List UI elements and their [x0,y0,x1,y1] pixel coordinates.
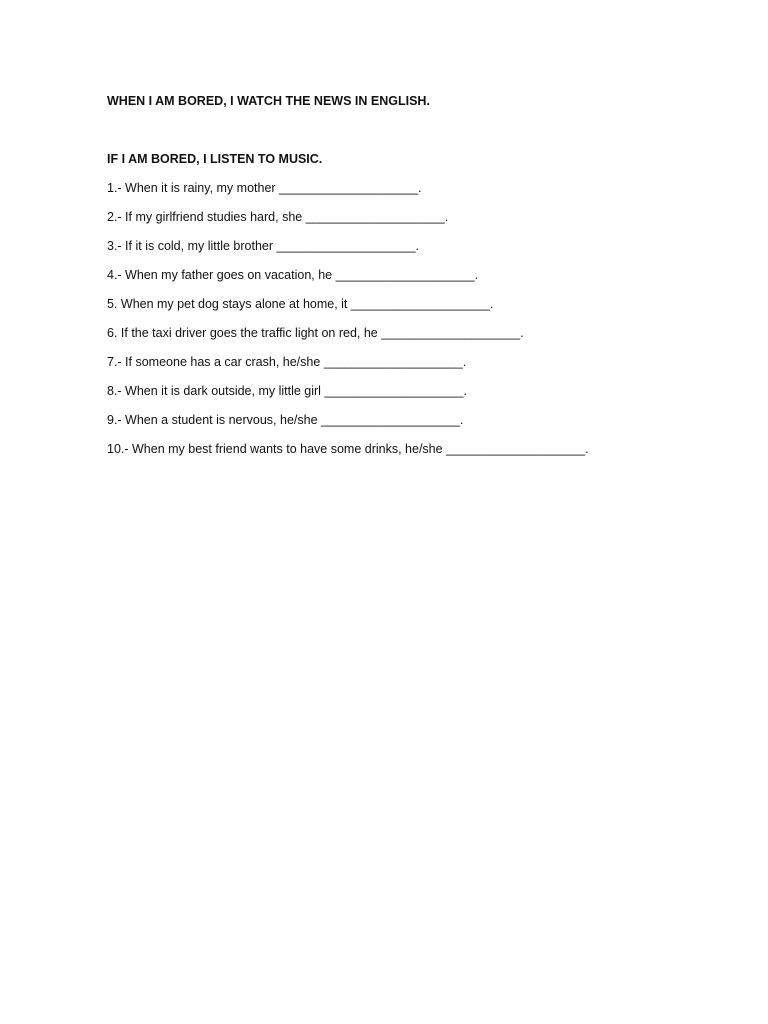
exercise-item-7: 7.- If someone has a car crash, he/she ____________________. [107,355,467,369]
exercise-item-2: 2.- If my girlfriend studies hard, she ____________________. [107,210,449,224]
exercise-item-6: 6. If the taxi driver goes the traffic light on red, he ____________________. [107,326,524,340]
exercise-item-1: 1.- When it is rainy, my mother ____________________. [107,181,422,195]
exercise-item-5: 5. When my pet dog stays alone at home, it ____________________. [107,297,494,311]
worksheet-content [107,92,727,469]
exercise-item-3: 3.- If it is cold, my little brother ____________________. [107,239,420,253]
exercise-item-8: 8.- When it is dark outside, my little girl ____________________. [107,384,467,398]
exercise-item-4: 4.- When my father goes on vacation, he ____________________. [107,268,479,282]
example-sentence-1: WHEN I AM BORED, I WATCH THE NEWS IN ENGLISH. [107,94,430,108]
exercise-list [107,179,727,458]
example-sentence-2: IF I AM BORED, I LISTEN TO MUSIC. [107,152,323,166]
exercise-item-9: 9.- When a student is nervous, he/she ____________________. [107,413,464,427]
exercise-item-10: 10.- When my best friend wants to have some drinks, he/she ____________________. [107,442,589,456]
